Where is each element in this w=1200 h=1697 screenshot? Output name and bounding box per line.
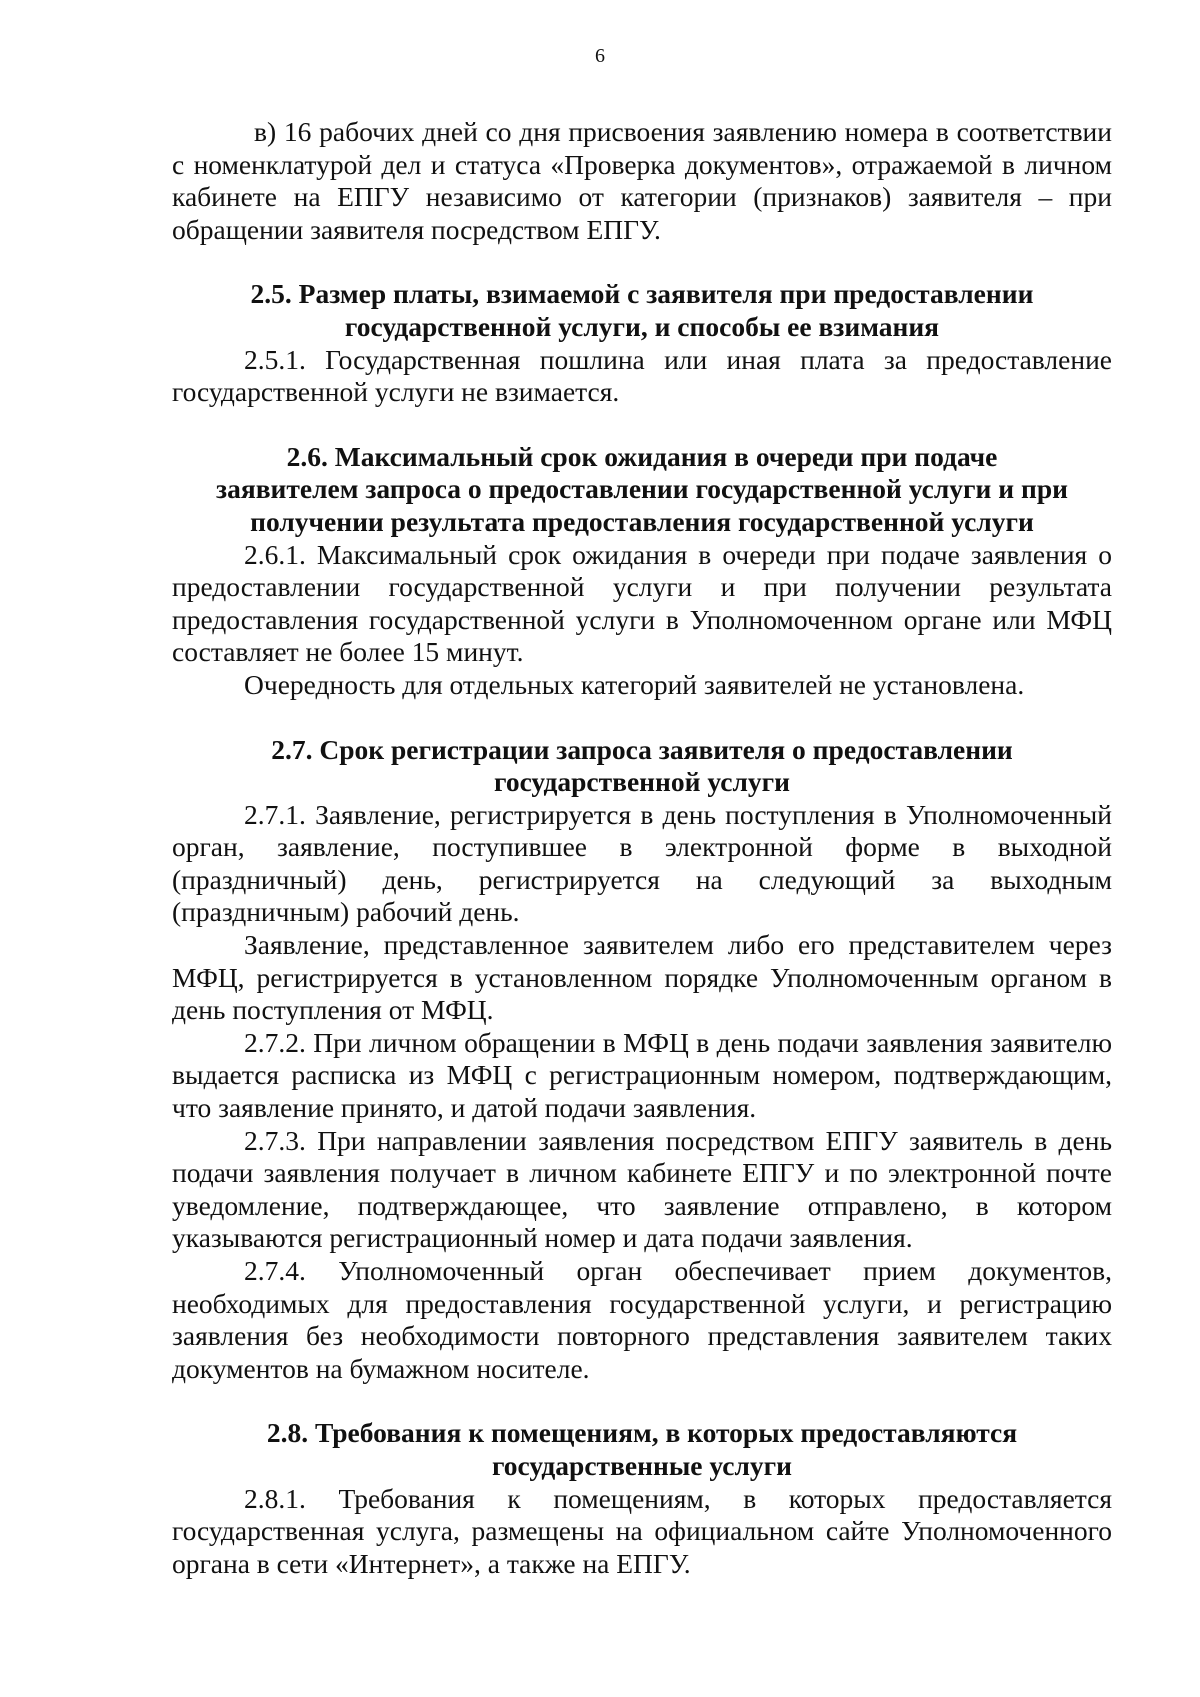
page-number: 6 (595, 45, 605, 67)
heading-line: 2.7. Срок регистрации запроса заявителя о предоставлении (271, 733, 1013, 765)
heading-line: получении результата предоставления государственной услуги (250, 505, 1034, 537)
paragraph-2-8-1: 2.8.1. Требования к помещениям, в которых предоставляется государственная услуга, размещены на официальном сайте Уполномоченного органа в сети «Интернет», а также на ЕПГУ. (172, 1482, 1112, 1579)
heading-line: государственной услуги, и способы ее взимания (344, 310, 940, 342)
paragraph-2-6-1: 2.6.1. Максимальный срок ожидания в очереди при подаче заявления о предоставлении государственной услуги и при получении результата предоставления государственной услуги в Уполномоченном органе или МФЦ составляет не более 15 минут. (172, 538, 1112, 668)
paragraph-2-5-1: 2.5.1. Государственная пошлина или иная плата за предоставление государственной услуги не взимается. (172, 343, 1112, 408)
heading-line: 2.6. Максимальный срок ожидания в очереди при подаче (286, 440, 998, 472)
section-heading-2-7 (172, 734, 1112, 799)
section-heading-2-6 (172, 441, 1112, 539)
paragraph-2-7-4: 2.7.4. Уполномоченный орган обеспечивает прием документов, необходимых для предоставления государственной услуги, и регистрацию заявления без необходимости повторного представления заявителем таких документов на бумажном носителе. (172, 1255, 1112, 1384)
heading-line: государственные услуги (491, 1449, 792, 1481)
paragraph-2-7-2: 2.7.2. При личном обращении в МФЦ в день подачи заявления заявителю выдается расписка из МФЦ с регистрационным номером, подтверждающим, что заявление принято, и датой подачи заявления. (172, 1026, 1112, 1124)
intro-paragraph: в) 16 рабочих дней со дня присвоения заявлению номера в соответствии с номенклатурой дел и статуса «Проверка документов», отражаемой в личном кабинете на ЕПГУ независимо от категории (признаков) заявителя – при обращении заявителя посредством ЕПГУ. (172, 116, 1112, 245)
heading-line: 2.5. Размер платы, взимаемой с заявителя при предоставлении (250, 278, 1034, 310)
paragraph-2-7-1: 2.7.1. Заявление, регистрируется в день поступления в Уполномоченный орган, заявление, поступившее в электронной форме в выходной (праздничный) день, регистрируется на следующий за выходным (праздничным) рабочий день. (172, 798, 1112, 928)
paragraph-mfc-registration: Заявление, представленное заявителем либо его представителем через МФЦ, регистрируется в установленном порядке Уполномоченным органом в день поступления от МФЦ. (172, 929, 1112, 1026)
paragraph-queue-order: Очередность для отдельных категорий заявителей не установлена. (244, 668, 1025, 700)
paragraph-2-7-3: 2.7.3. При направлении заявления посредством ЕПГУ заявитель в день подачи заявления получает в личном кабинете ЕПГУ и по электронной почте уведомление, подтверждающее, что заявление отправлено, в котором указываются регистрационный номер и дата подачи заявления. (172, 1124, 1112, 1254)
heading-line: государственной услуги (494, 766, 790, 798)
heading-line: 2.8. Требования к помещениям, в которых предоставляются (266, 1417, 1018, 1449)
heading-line: заявителем запроса о предоставлении государственной услуги и при (216, 473, 1068, 505)
document-body (172, 116, 1112, 1580)
section-heading-2-8 (172, 1417, 1112, 1482)
section-heading-2-5 (172, 278, 1112, 343)
